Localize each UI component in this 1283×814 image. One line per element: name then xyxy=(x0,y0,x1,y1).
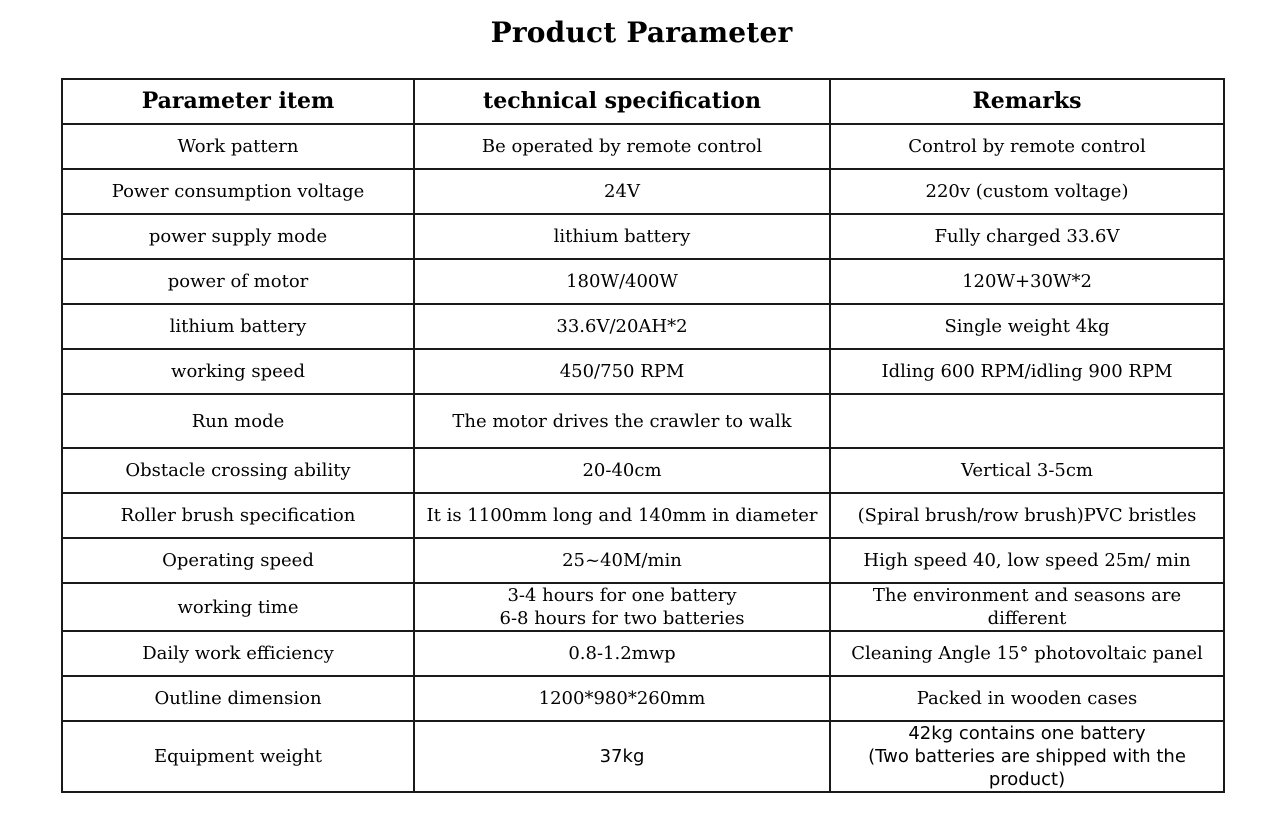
remarks-cell xyxy=(830,394,1224,448)
parameter-cell: Power consumption voltage xyxy=(62,169,414,214)
remarks-cell: Idling 600 RPM/idling 900 RPM xyxy=(830,349,1224,394)
specification-cell xyxy=(414,583,830,631)
specification-cell: 33.6V/20AH*2 xyxy=(414,304,830,349)
table-row xyxy=(62,169,1224,214)
table-row xyxy=(62,259,1224,304)
parameter-cell: Outline dimension xyxy=(62,676,414,721)
table-row xyxy=(62,349,1224,394)
parameter-cell: Equipment weight xyxy=(62,721,414,792)
specification-cell: 20-40cm xyxy=(414,448,830,493)
remarks-cell: The environment and seasons are different xyxy=(830,583,1224,631)
remarks-line: 42kg contains one battery xyxy=(908,723,1146,744)
remarks-cell: Cleaning Angle 15° photovoltaic panel xyxy=(830,631,1224,676)
table-header-row xyxy=(62,79,1224,124)
parameter-cell: power of motor xyxy=(62,259,414,304)
remarks-cell: 120W+30W*2 xyxy=(830,259,1224,304)
table-row xyxy=(62,721,1224,792)
parameter-cell: Run mode xyxy=(62,394,414,448)
table-row xyxy=(62,214,1224,259)
remarks-cell: Control by remote control xyxy=(830,124,1224,169)
table-row xyxy=(62,538,1224,583)
remarks-cell: Single weight 4kg xyxy=(830,304,1224,349)
remarks-cell: High speed 40, low speed 25m/ min xyxy=(830,538,1224,583)
table-row xyxy=(62,448,1224,493)
page-title: Product Parameter xyxy=(490,16,793,49)
parameter-cell: Work pattern xyxy=(62,124,414,169)
product-parameter-table xyxy=(61,78,1225,793)
remarks-cell: (Spiral brush/row brush)PVC bristles xyxy=(830,493,1224,538)
remarks-cell: Vertical 3-5cm xyxy=(830,448,1224,493)
specification-cell: The motor drives the crawler to walk xyxy=(414,394,830,448)
parameter-cell: Obstacle crossing ability xyxy=(62,448,414,493)
header-technical-specification: technical specification xyxy=(414,79,830,124)
remarks-cell: 220v (custom voltage) xyxy=(830,169,1224,214)
table-row xyxy=(62,676,1224,721)
header-parameter-item: Parameter item xyxy=(62,79,414,124)
specification-cell: 180W/400W xyxy=(414,259,830,304)
specification-cell: 450/750 RPM xyxy=(414,349,830,394)
parameter-cell: Daily work efficiency xyxy=(62,631,414,676)
parameter-cell: working time xyxy=(62,583,414,631)
specification-cell: 37kg xyxy=(414,721,830,792)
specification-cell: lithium battery xyxy=(414,214,830,259)
header-remarks: Remarks xyxy=(830,79,1224,124)
table-row xyxy=(62,394,1224,448)
table-row xyxy=(62,583,1224,631)
parameter-cell: working speed xyxy=(62,349,414,394)
specification-cell: 25~40M/min xyxy=(414,538,830,583)
remarks-cell: Fully charged 33.6V xyxy=(830,214,1224,259)
remarks-cell: Packed in wooden cases xyxy=(830,676,1224,721)
table-row xyxy=(62,124,1224,169)
specification-cell: 0.8-1.2mwp xyxy=(414,631,830,676)
specification-cell: 1200*980*260mm xyxy=(414,676,830,721)
specification-cell: It is 1100mm long and 140mm in diameter xyxy=(414,493,830,538)
remarks-line: (Two batteries are shipped with the product) xyxy=(868,746,1186,790)
parameter-cell: power supply mode xyxy=(62,214,414,259)
specification-cell: Be operated by remote control xyxy=(414,124,830,169)
specification-line: 6-8 hours for two batteries xyxy=(499,608,745,629)
specification-line: 3-4 hours for one battery xyxy=(507,585,737,606)
table-row xyxy=(62,631,1224,676)
remarks-cell xyxy=(830,721,1224,792)
parameter-cell: lithium battery xyxy=(62,304,414,349)
table-row xyxy=(62,493,1224,538)
specification-cell: 24V xyxy=(414,169,830,214)
parameter-cell: Operating speed xyxy=(62,538,414,583)
table-row xyxy=(62,304,1224,349)
parameter-cell: Roller brush specification xyxy=(62,493,414,538)
